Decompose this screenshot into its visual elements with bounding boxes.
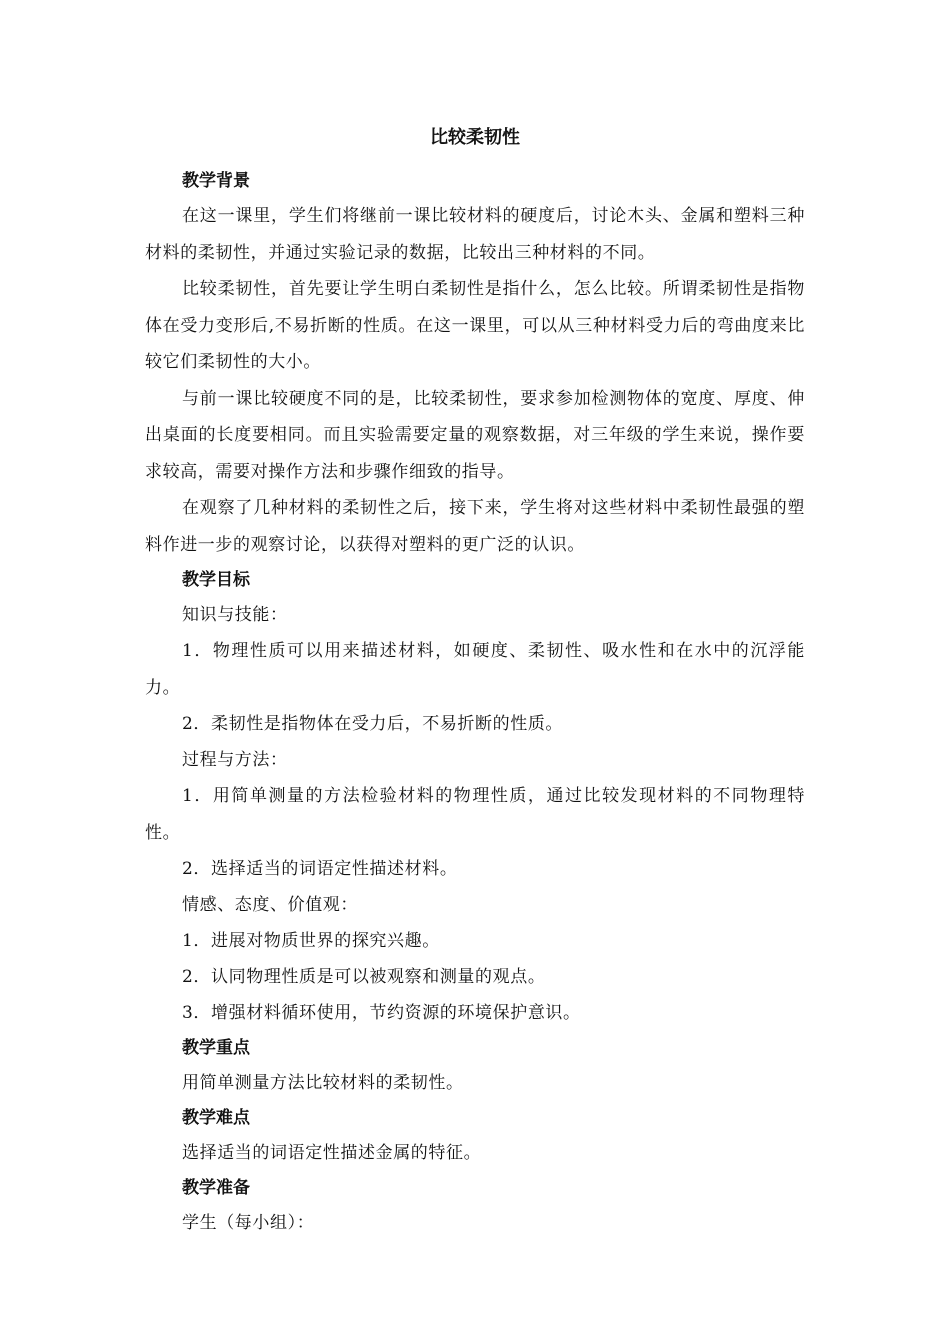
key-point-text: 用简单测量方法比较材料的柔韧性。 xyxy=(182,1073,464,1093)
attitude-item-3: 3．增强材料循环使用，节约资源的环境保护意识。 xyxy=(182,1003,581,1023)
attitude-item-2: 2．认同物理性质是可以被观察和测量的观点。 xyxy=(182,967,546,987)
preparation-text: 学生（每小组）： xyxy=(182,1213,315,1233)
background-paragraph-1: 在这一课里，学生们将继前一课比较材料的硬度后，讨论木头、金属和塑料三种材料的柔韧性，并通过实验记录的数据，比较出三种材料的不同。 xyxy=(145,206,805,263)
knowledge-item-1: 1．物理性质可以用来描述材料，如硬度、柔韧性、吸水性和在水中的沉浮能力。 xyxy=(145,641,805,698)
background-paragraph-2: 比较柔韧性，首先要让学生明白柔韧性是指什么，怎么比较。所谓柔韧性是指物体在受力变形后,不易折断的性质。在这一课里，可以从三种材料受力后的弯曲度来比较它们柔韧性的大小。 xyxy=(145,279,805,372)
knowledge-item-2: 2．柔韧性是指物体在受力后，不易折断的性质。 xyxy=(182,714,564,734)
attitude-label: 情感、态度、价值观： xyxy=(182,895,358,915)
heading-preparation: 教学准备 xyxy=(182,1178,250,1198)
background-paragraph-3: 与前一课比较硬度不同的是，比较柔韧性，要求参加检测物体的宽度、厚度、伸出桌面的长度要相同。而且实验需要定量的观察数据，对三年级的学生来说，操作要求较高，需要对操作方法和步骤作细致的指导。 xyxy=(145,388,805,482)
process-label: 过程与方法： xyxy=(182,750,288,770)
attitude-item-1: 1．进展对物质世界的探究兴趣。 xyxy=(182,931,440,951)
heading-objectives: 教学目标 xyxy=(182,570,250,590)
heading-background: 教学背景 xyxy=(182,171,250,191)
difficulty-text: 选择适当的词语定性描述金属的特征。 xyxy=(182,1143,482,1163)
knowledge-label: 知识与技能： xyxy=(182,605,288,625)
process-item-2: 2．选择适当的词语定性描述材料。 xyxy=(182,859,458,879)
document-page xyxy=(145,112,805,1241)
background-paragraph-4: 在观察了几种材料的柔韧性之后，接下来，学生将对这些材料中柔韧性最强的塑料作进一步的观察讨论，以获得对塑料的更广泛的认识。 xyxy=(145,498,805,555)
heading-key-point: 教学重点 xyxy=(182,1038,250,1058)
process-item-1: 1．用简单测量的方法检验材料的物理性质，通过比较发现材料的不同物理特性。 xyxy=(145,786,805,843)
document-title: 比较柔韧性 xyxy=(430,127,520,148)
heading-difficulty: 教学难点 xyxy=(182,1108,250,1128)
